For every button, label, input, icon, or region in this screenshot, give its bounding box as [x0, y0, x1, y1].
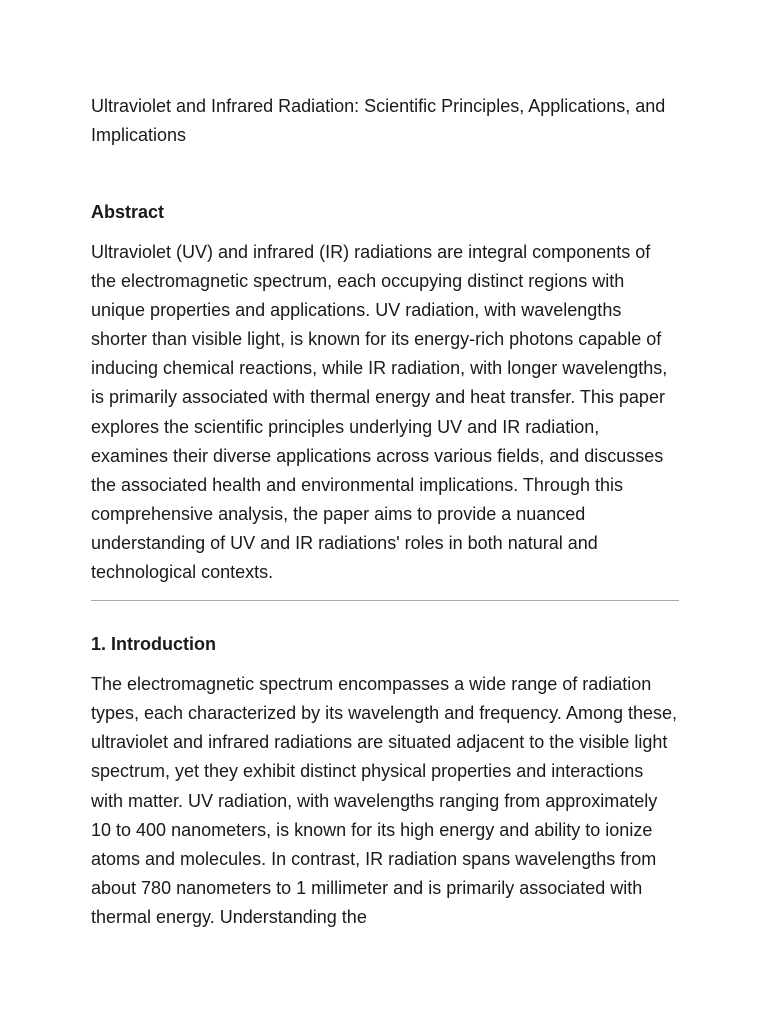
paper-title: Ultraviolet and Infrared Radiation: Scientific Principles, Applications, and Implications [91, 96, 666, 145]
abstract-paragraph: Ultraviolet (UV) and infrared (IR) radiations are integral components of the electromagnetic spectrum, each occupying distinct regions with unique properties and applications. UV radiation, with wavelengths shorter than visible light, is known for its energy-rich photons capable of inducing chemical reactions, while IR radiation, with longer wavelengths, is primarily associated with thermal energy and heat transfer. This paper explores the scientific principles underlying UV and IR radiation, examines their diverse applications across various fields, and discusses the associated health and environmental implications. Through this comprehensive analysis, the paper aims to provide a nuanced understanding of UV and IR radiations' roles in both natural and technological contexts. [91, 242, 668, 583]
section-divider [91, 600, 679, 601]
introduction-paragraph: The electromagnetic spectrum encompasses a wide range of radiation types, each characterized by its wavelength and frequency. Among these, ultraviolet and infrared radiations are situated adjacent to the visible light spectrum, yet they exhibit distinct physical properties and interactions with matter. UV radiation, with wavelengths ranging from approximately 10 to 400 nanometers, is known for its high energy and ability to ionize atoms and molecules. In contrast, IR radiation spans wavelengths from about 780 nanometers to 1 millimeter and is primarily associated with thermal energy. Understanding the [91, 674, 678, 927]
introduction-heading: 1. Introduction [91, 634, 216, 655]
document-page [91, 92, 679, 932]
abstract-heading: Abstract [91, 202, 165, 222]
